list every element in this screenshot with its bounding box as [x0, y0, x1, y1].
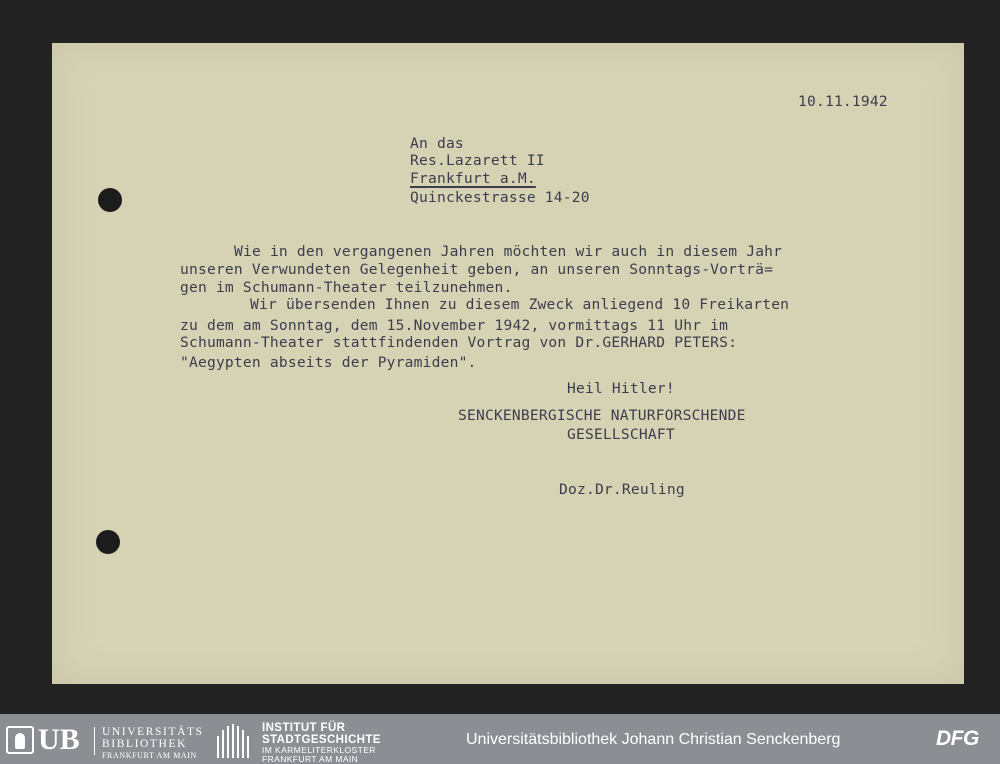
body-line-2: unseren Verwundeten Gelegenheit geben, an unseren Sonntags-Vorträ= — [180, 261, 774, 278]
address-line-4: Quinckestrasse 14-20 — [410, 189, 590, 206]
ub-seal-icon — [6, 726, 34, 754]
ub-name-line-2: BIBLIOTHEK — [102, 738, 187, 750]
isg-logo[interactable] — [214, 722, 414, 764]
ub-logo[interactable] — [6, 724, 202, 758]
divider — [94, 727, 95, 755]
footer-bar — [0, 714, 1000, 764]
greeting: Heil Hitler! — [567, 380, 675, 397]
body-line-5: zu dem am Sonntag, dem 15.November 1942, vormittags 11 Uhr im — [180, 317, 729, 334]
library-title-link[interactable]: Universitätsbibliothek Johann Christian Senckenberg — [466, 731, 841, 748]
signature: Doz.Dr.Reuling — [559, 481, 685, 498]
isg-name-line-3: IM KARMELITERKLOSTER — [262, 745, 376, 755]
isg-name-line-4: FRANKFURT AM MAIN — [262, 754, 359, 764]
society-line-2: GESELLSCHAFT — [567, 426, 675, 443]
body-line-6: Schumann-Theater stattfindenden Vortrag von Dr.GERHARD PETERS: — [180, 334, 738, 351]
body-line-4: Wir übersenden Ihnen zu diesem Zweck anliegend 10 Freikarten — [250, 296, 790, 313]
isg-arches-icon — [214, 722, 252, 760]
ub-name-line-3: FRANKFURT AM MAIN — [102, 751, 197, 760]
society-line-1: SENCKENBERGISCHE NATURFORSCHENDE — [458, 407, 746, 424]
body-line-1: Wie in den vergangenen Jahren möchten wir auch in diesem Jahr — [234, 243, 783, 260]
punch-hole-bottom — [96, 530, 120, 554]
letter-page — [52, 43, 964, 684]
address-line-2: Res.Lazarett II — [410, 152, 545, 169]
isg-name-line-1: INSTITUT FÜR — [262, 722, 346, 734]
body-line-3: gen im Schumann-Theater teilzunehmen. — [180, 279, 513, 296]
ub-name — [102, 726, 204, 761]
body-line-7: "Aegypten abseits der Pyramiden". — [180, 354, 477, 371]
ub-letters: UB — [38, 723, 80, 756]
isg-name — [262, 722, 381, 764]
punch-hole-top — [98, 188, 122, 212]
address-line-1: An das — [410, 135, 464, 152]
ub-name-line-1: UNIVERSITÄTS — [102, 726, 204, 738]
dfg-logo[interactable]: DFG — [936, 727, 979, 750]
isg-name-line-2: STADTGESCHICHTE — [262, 734, 381, 746]
address-line-3: Frankfurt a.M. — [410, 170, 536, 187]
letter-date: 10.11.1942 — [798, 93, 888, 110]
